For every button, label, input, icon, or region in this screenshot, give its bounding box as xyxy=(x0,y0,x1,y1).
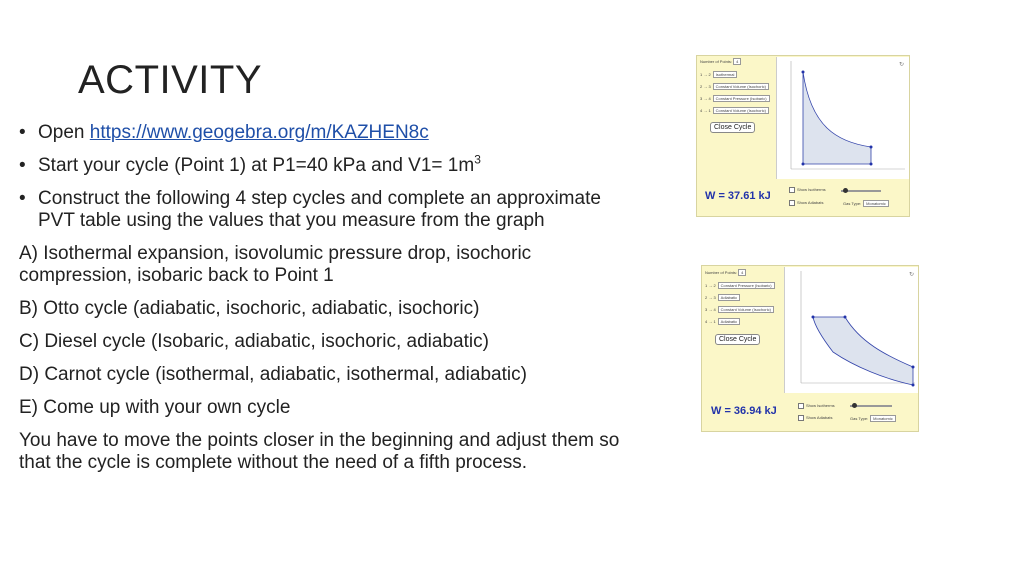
process-dropdown[interactable]: Adiabatic xyxy=(718,294,740,301)
process-row-1 xyxy=(705,282,775,289)
item-a: A) Isothermal expansion, isovolumic pressure drop, isochoric compression, isobaric back to Point 1 xyxy=(19,243,532,286)
num-points-row xyxy=(705,269,746,276)
checkbox-icon[interactable] xyxy=(789,187,795,193)
close-cycle-button[interactable]: Close Cycle xyxy=(715,334,760,345)
gas-type-row xyxy=(843,200,889,207)
process-label: 2 → 3 xyxy=(705,295,716,300)
work-readout: W = 37.61 kJ xyxy=(705,190,771,202)
show-isotherms-label: Show Isotherms xyxy=(806,403,835,409)
point-2[interactable] xyxy=(844,316,847,319)
num-points-label: Number of Points: xyxy=(705,270,738,275)
num-points-dropdown[interactable]: 4 xyxy=(733,58,741,65)
geogebra-link[interactable]: https://www.geogebra.org/m/KAZHEN8c xyxy=(89,122,429,143)
instruction-note: You have to move the points closer in the beginning and adjust them so that the cycle is complete without the need of a fifth process. xyxy=(19,430,620,473)
process-row-1 xyxy=(700,71,737,78)
process-label: 3 → 4 xyxy=(705,307,716,312)
process-dropdown[interactable]: Isothermal xyxy=(713,71,738,78)
slider-knob[interactable] xyxy=(852,403,857,408)
pv-graph xyxy=(776,57,909,179)
point-1[interactable] xyxy=(812,316,815,319)
process-row-2 xyxy=(705,294,740,301)
process-row-3 xyxy=(705,306,774,313)
process-dropdown[interactable]: Constant Volume (Isochoric) xyxy=(713,107,769,114)
checkbox-icon[interactable] xyxy=(798,415,804,421)
gas-type-label: Gas Type: xyxy=(850,416,869,421)
refresh-icon[interactable]: ↻ xyxy=(909,271,915,278)
gas-type-dropdown[interactable]: Monatomic xyxy=(863,200,889,207)
geogebra-screenshot-2 xyxy=(701,265,919,432)
point-2[interactable] xyxy=(870,146,873,149)
process-dropdown[interactable]: Constant Pressure (Isobaric) xyxy=(718,282,775,289)
close-cycle-button[interactable]: Close Cycle xyxy=(710,122,755,133)
show-isotherms-checkbox[interactable] xyxy=(789,187,826,193)
point-1[interactable] xyxy=(802,71,805,74)
bullet-start xyxy=(19,152,629,177)
process-row-4 xyxy=(705,318,740,325)
show-adiabats-checkbox[interactable] xyxy=(789,200,823,206)
open-prefix: Open xyxy=(38,122,90,143)
gas-type-dropdown[interactable]: Monatomic xyxy=(870,415,896,422)
point-4[interactable] xyxy=(912,384,915,387)
process-label: 4 → 1 xyxy=(705,319,716,324)
slider-knob[interactable] xyxy=(843,188,848,193)
process-label: 2 → 3 xyxy=(700,84,711,89)
num-points-row xyxy=(700,58,741,65)
refresh-icon[interactable]: ↻ xyxy=(899,61,905,68)
show-adiabats-checkbox[interactable] xyxy=(798,415,832,421)
bullet-open xyxy=(19,122,629,144)
process-row-2 xyxy=(700,83,769,90)
geogebra-screenshot-1 xyxy=(696,55,910,217)
gas-type-label: Gas Type: xyxy=(843,201,862,206)
item-c: C) Diesel cycle (Isobaric, adiabatic, isochoric, adiabatic) xyxy=(19,331,489,352)
process-dropdown[interactable]: Constant Volume (Isochoric) xyxy=(718,306,774,313)
process-row-3 xyxy=(700,95,770,102)
item-e: E) Come up with your own cycle xyxy=(19,397,291,418)
num-points-label: Number of Points: xyxy=(700,59,733,64)
item-d: D) Carnot cycle (isothermal, adiabatic, isothermal, adiabatic) xyxy=(19,364,527,385)
checkbox-icon[interactable] xyxy=(789,200,795,206)
show-isotherms-checkbox[interactable] xyxy=(798,403,835,409)
start-text: Start your cycle (Point 1) at P1=40 kPa and V1= 1m xyxy=(38,155,475,176)
show-adiabats-label: Show Adiabats xyxy=(797,200,824,206)
show-isotherms-label: Show Isotherms xyxy=(797,187,826,193)
item-b: B) Otto cycle (adiabatic, isochoric, adiabatic, isochoric) xyxy=(19,298,480,319)
process-dropdown[interactable]: Adiabatic xyxy=(718,318,740,325)
process-label: 1 → 2 xyxy=(700,72,711,77)
gas-type-row xyxy=(850,415,896,422)
bullet-construct: • Construct the following 4 step cycles and complete an approximate PVT table using the values that you measure from the graph xyxy=(19,188,629,232)
start-superscript: 3 xyxy=(474,152,481,167)
process-label: 3 → 4 xyxy=(700,96,711,101)
process-dropdown[interactable]: Constant Pressure (Isobaric) xyxy=(713,95,770,102)
slide-content xyxy=(19,122,629,485)
pv-graph xyxy=(784,267,918,393)
process-label: 1 → 2 xyxy=(705,283,716,288)
point-3[interactable] xyxy=(870,163,873,166)
point-3[interactable] xyxy=(912,366,915,369)
show-adiabats-label: Show Adiabats xyxy=(806,415,833,421)
slide-title: ACTIVITY xyxy=(78,58,263,102)
point-4[interactable] xyxy=(802,163,805,166)
work-readout: W = 36.94 kJ xyxy=(711,405,777,417)
process-row-4 xyxy=(700,107,769,114)
num-points-dropdown[interactable]: 4 xyxy=(738,269,746,276)
process-dropdown[interactable]: Constant Volume (Isochoric) xyxy=(713,83,769,90)
checkbox-icon[interactable] xyxy=(798,403,804,409)
process-label: 4 → 1 xyxy=(700,108,711,113)
